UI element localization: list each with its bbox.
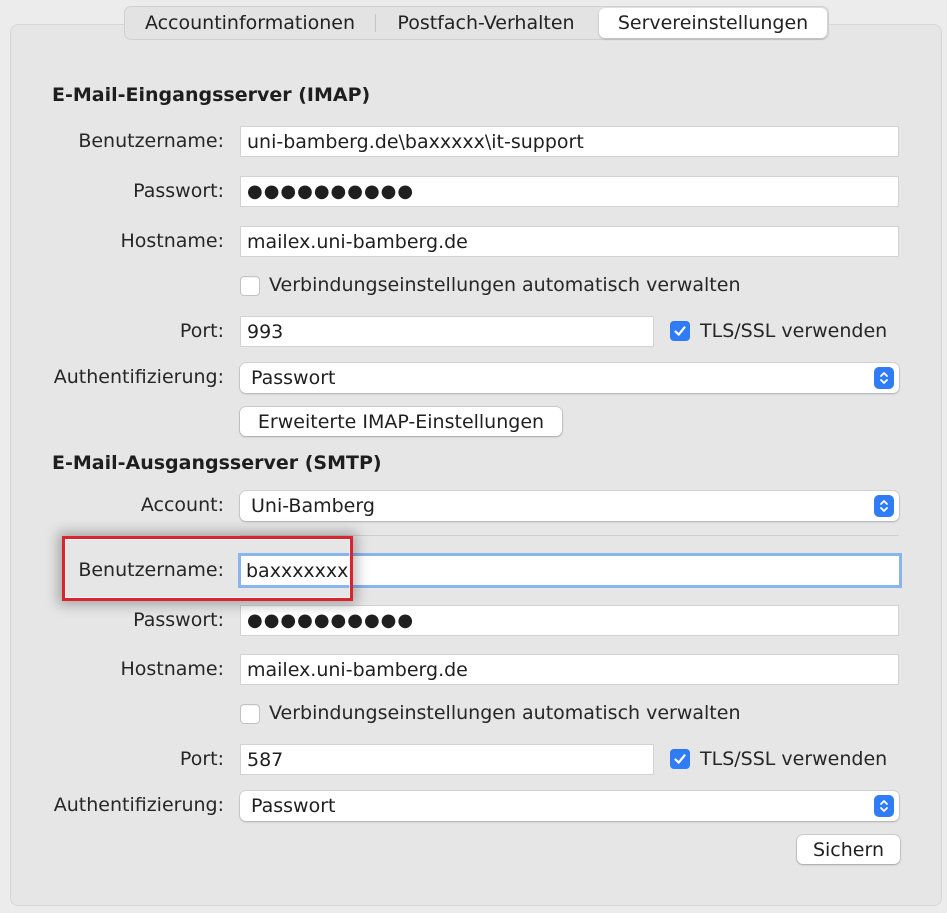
smtp-auto-manage-label: Verbindungseinstellungen automatisch verwalten bbox=[269, 702, 741, 724]
updown-chevron-icon bbox=[874, 495, 894, 517]
smtp-section-title: E-Mail-Ausgangsserver (SMTP) bbox=[52, 452, 382, 474]
smtp-auth-label: Authentifizierung: bbox=[53, 794, 224, 816]
imap-auth-label: Authentifizierung: bbox=[53, 366, 224, 388]
imap-password-label: Passwort: bbox=[133, 180, 224, 202]
imap-tls-label: TLS/SSL verwenden bbox=[700, 320, 888, 342]
imap-section-title: E-Mail-Eingangsserver (IMAP) bbox=[52, 84, 371, 106]
tab-bar bbox=[124, 6, 829, 40]
smtp-auto-manage-checkbox[interactable] bbox=[240, 704, 260, 724]
smtp-port-field[interactable]: 587 bbox=[240, 744, 654, 775]
smtp-account-label: Account: bbox=[140, 494, 224, 516]
tab-servereinstellungen[interactable]: Servereinstellungen bbox=[599, 8, 827, 38]
imap-hostname-field[interactable]: mailex.uni-bamberg.de bbox=[240, 226, 899, 257]
imap-auto-manage-checkbox[interactable] bbox=[240, 276, 260, 296]
imap-username-label: Benutzername: bbox=[78, 130, 224, 152]
save-button[interactable]: Sichern bbox=[797, 835, 900, 864]
imap-username-field[interactable]: uni-bamberg.de\baxxxxx\it-support bbox=[240, 126, 899, 157]
tab-postfach-verhalten[interactable]: Postfach-Verhalten bbox=[397, 12, 575, 34]
smtp-auth-select[interactable] bbox=[240, 791, 899, 821]
imap-tls-checkbox[interactable] bbox=[670, 321, 690, 341]
section-divider bbox=[240, 535, 899, 536]
smtp-tls-label: TLS/SSL verwenden bbox=[700, 748, 888, 770]
smtp-password-field[interactable]: ●●●●●●●●●● bbox=[240, 605, 899, 636]
imap-auth-value: Passwort bbox=[251, 367, 336, 389]
checkmark-icon bbox=[673, 324, 687, 338]
checkmark-icon bbox=[673, 752, 687, 766]
imap-auth-select[interactable] bbox=[240, 363, 899, 393]
tab-accountinformationen[interactable]: Accountinformationen bbox=[144, 12, 356, 34]
imap-port-field[interactable]: 993 bbox=[240, 316, 654, 347]
imap-password-field[interactable]: ●●●●●●●●●● bbox=[240, 176, 899, 207]
smtp-port-label: Port: bbox=[179, 748, 224, 770]
advanced-imap-settings-button[interactable]: Erweiterte IMAP-Einstellungen bbox=[240, 407, 562, 436]
imap-hostname-label: Hostname: bbox=[120, 230, 224, 252]
smtp-tls-checkbox[interactable] bbox=[670, 749, 690, 769]
imap-auto-manage-label: Verbindungseinstellungen automatisch verwalten bbox=[269, 274, 741, 296]
smtp-hostname-field[interactable]: mailex.uni-bamberg.de bbox=[240, 654, 899, 685]
imap-port-label: Port: bbox=[179, 320, 224, 342]
smtp-password-label: Passwort: bbox=[133, 609, 224, 631]
updown-chevron-icon bbox=[874, 795, 894, 817]
smtp-account-value: Uni-Bamberg bbox=[251, 495, 375, 517]
smtp-account-select[interactable] bbox=[240, 491, 899, 521]
smtp-username-field[interactable]: baxxxxxxx bbox=[238, 553, 902, 588]
smtp-auth-value: Passwort bbox=[251, 795, 336, 817]
smtp-hostname-label: Hostname: bbox=[120, 658, 224, 680]
updown-chevron-icon bbox=[874, 367, 894, 389]
smtp-username-label: Benutzername: bbox=[78, 559, 224, 581]
